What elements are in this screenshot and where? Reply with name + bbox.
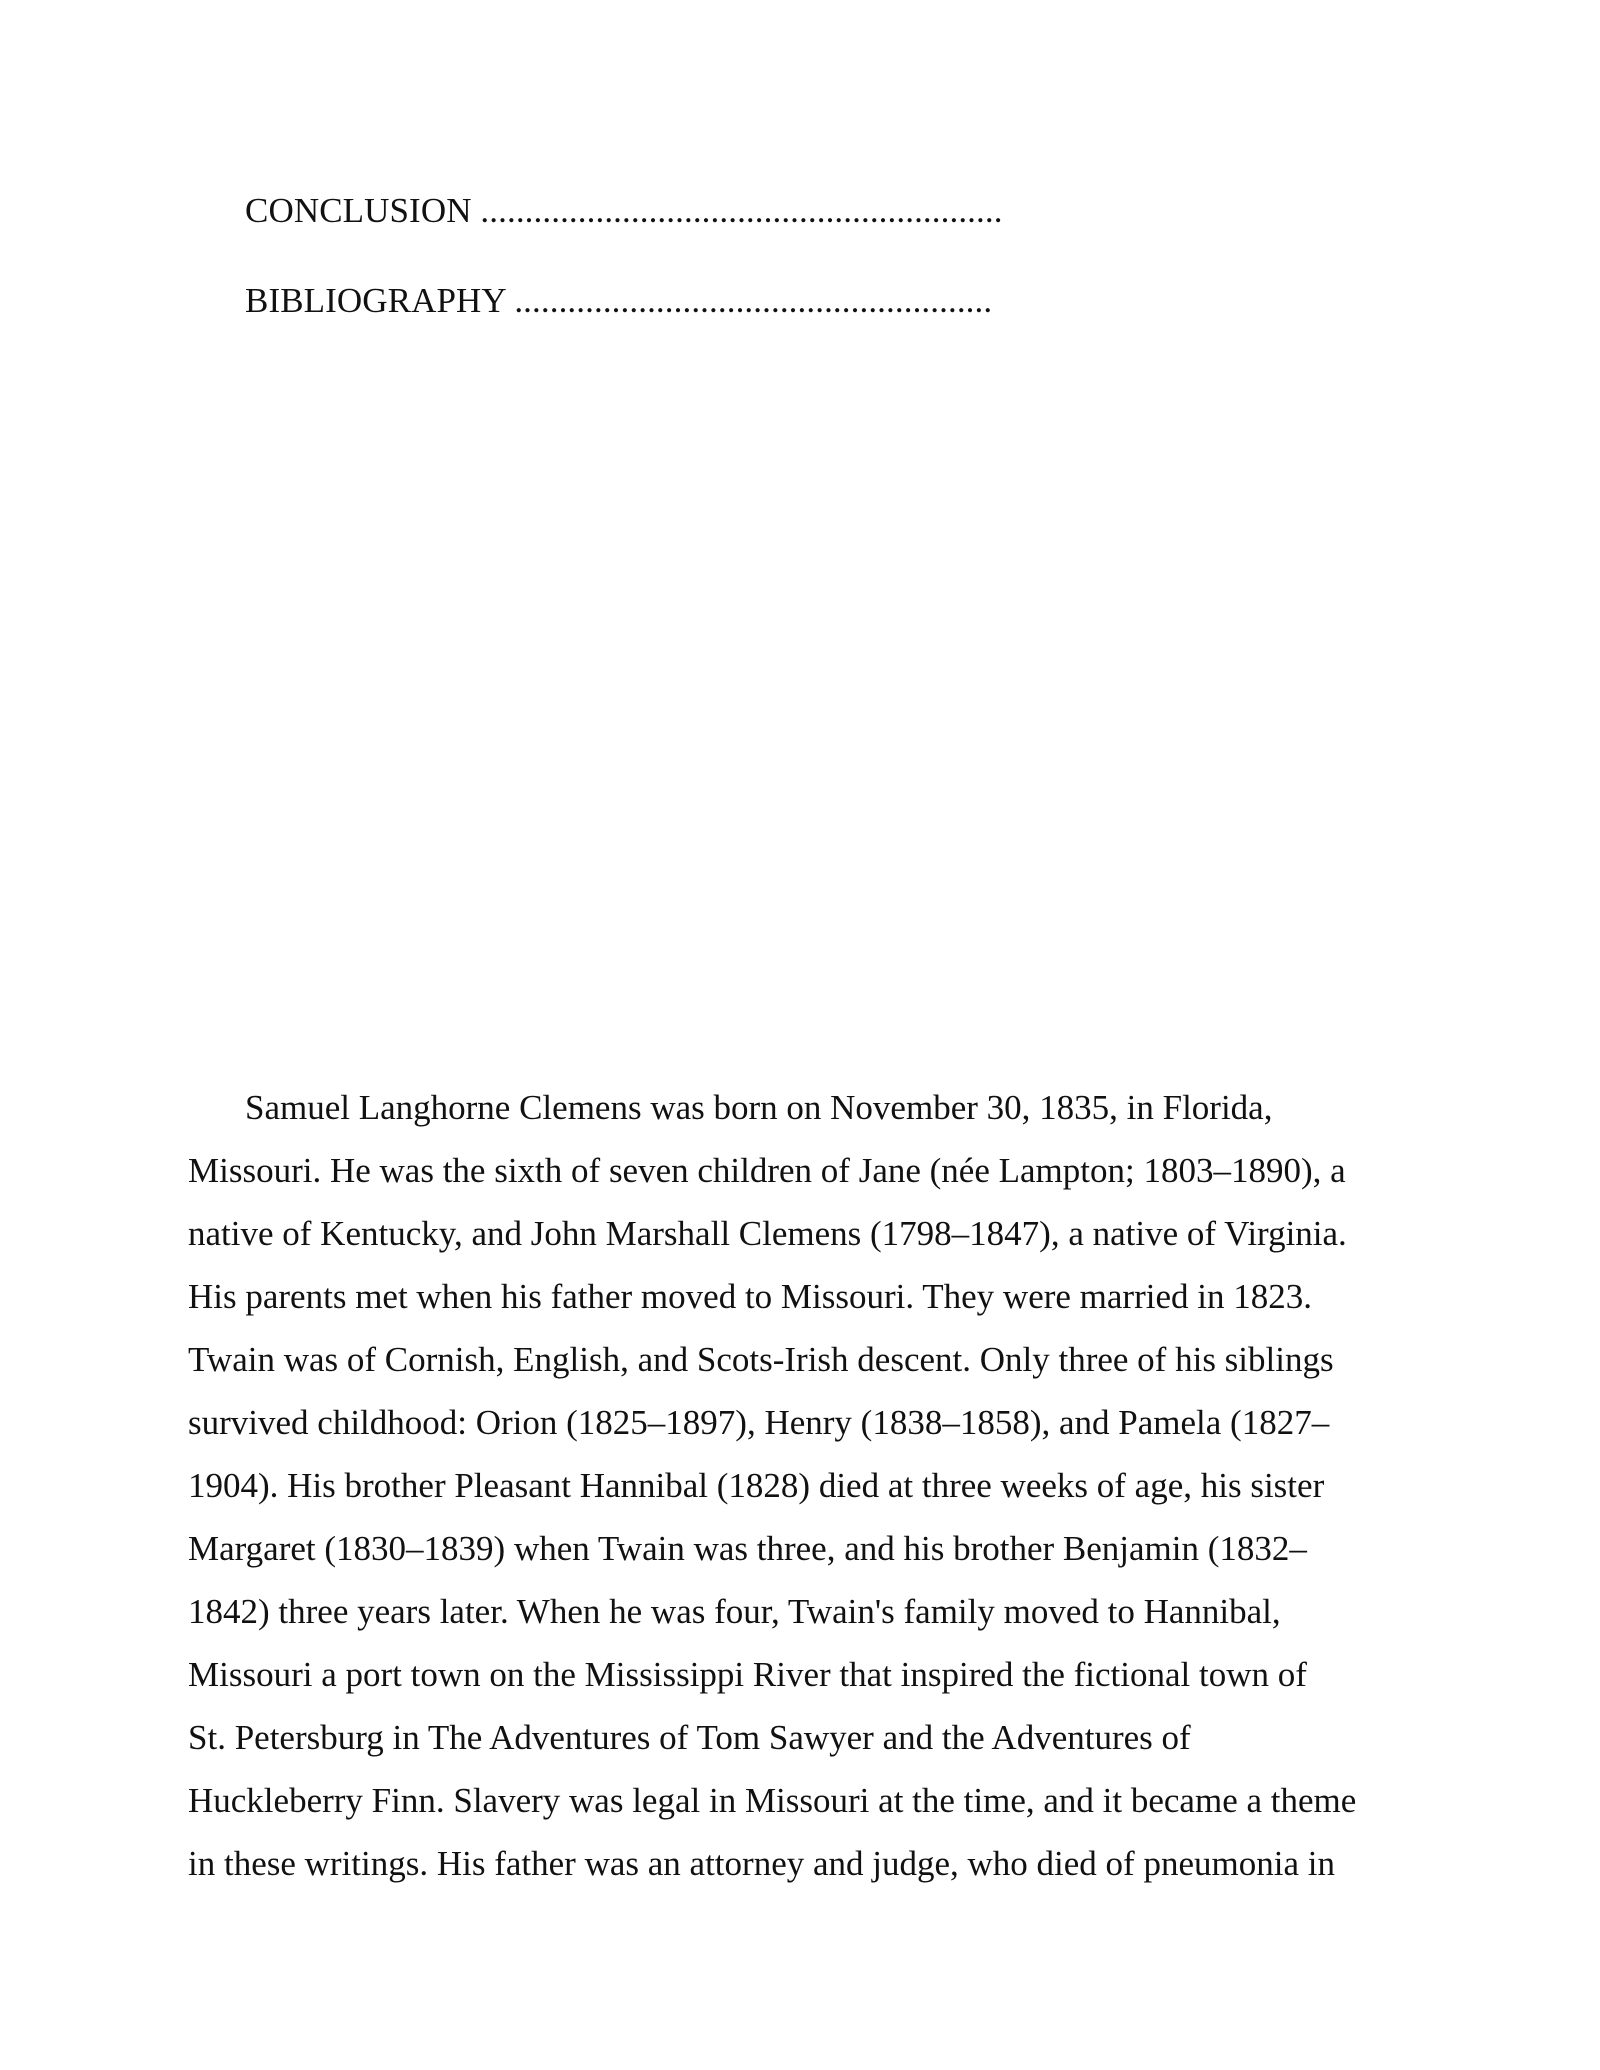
toc-entry-bibliography: BIBLIOGRAPHY ......................................................	[245, 281, 993, 320]
paragraph-line: Twain was of Cornish, English, and Scots-Irish descent. Only three of his siblings	[188, 1340, 1334, 1379]
paragraph-line: Missouri a port town on the Mississippi River that inspired the fictional town of	[188, 1655, 1307, 1694]
paragraph-line: native of Kentucky, and John Marshall Clemens (1798–1847), a native of Virginia.	[188, 1214, 1347, 1253]
paragraph-line: 1904). His brother Pleasant Hannibal (1828) died at three weeks of age, his sister	[188, 1466, 1325, 1505]
paragraph-line: 1842) three years later. When he was four, Twain's family moved to Hannibal,	[188, 1592, 1281, 1631]
biography-paragraph	[188, 1076, 1418, 1895]
paragraph-line: in these writings. His father was an attorney and judge, who died of pneumonia in	[188, 1844, 1335, 1883]
toc-entry-conclusion: CONCLUSION ...........................................................	[245, 191, 1003, 230]
paragraph-line: His parents met when his father moved to Missouri. They were married in 1823.	[188, 1277, 1312, 1316]
paragraph-line: survived childhood: Orion (1825–1897), Henry (1838–1858), and Pamela (1827–	[188, 1403, 1330, 1442]
paragraph-line: Huckleberry Finn. Slavery was legal in Missouri at the time, and it became a theme	[188, 1781, 1357, 1820]
paragraph-line: Samuel Langhorne Clemens was born on November 30, 1835, in Florida,	[245, 1088, 1273, 1127]
paragraph-line: St. Petersburg in The Adventures of Tom Sawyer and the Adventures of	[188, 1718, 1191, 1757]
paragraph-line: Missouri. He was the sixth of seven children of Jane (née Lampton; 1803–1890), a	[188, 1151, 1346, 1190]
paragraph-line: Margaret (1830–1839) when Twain was three, and his brother Benjamin (1832–	[188, 1529, 1307, 1568]
